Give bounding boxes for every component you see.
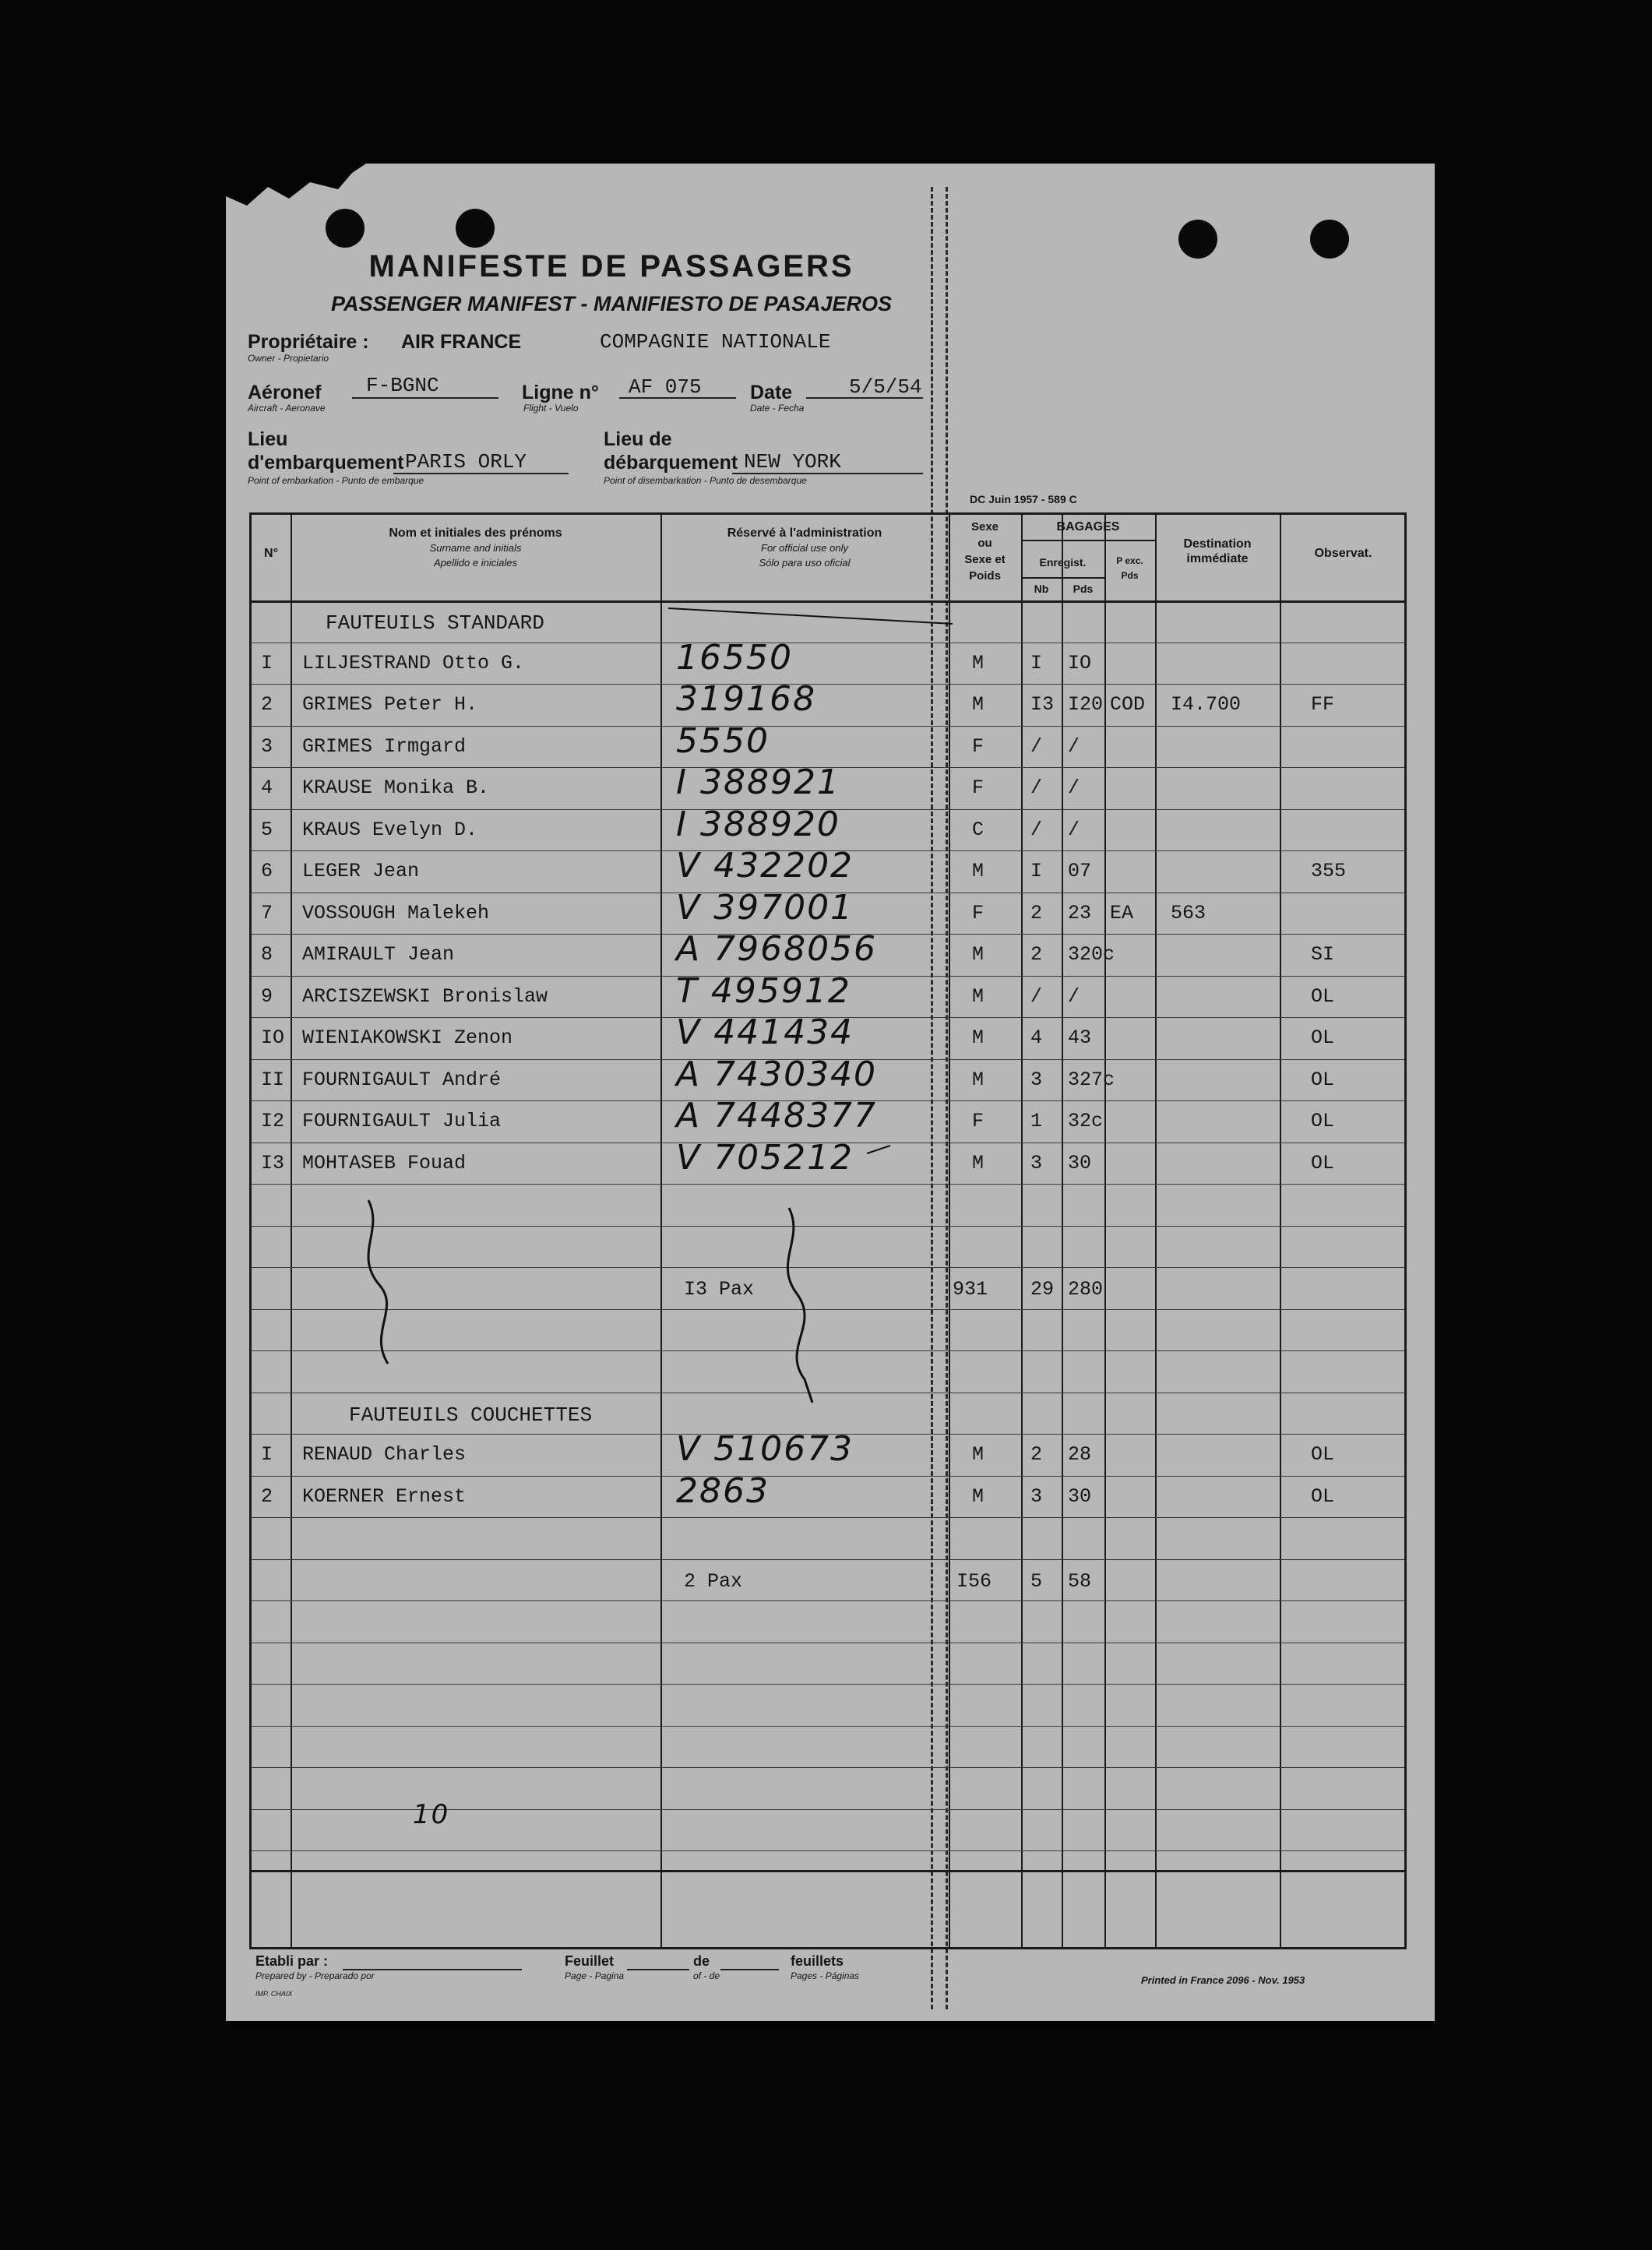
baggage-weight: 43 — [1068, 1026, 1092, 1049]
punch-hole — [1178, 220, 1217, 259]
observation: FF — [1311, 693, 1335, 716]
baggage-count: / — [1030, 818, 1043, 841]
col-bag-excess: P exc. Pds — [1116, 555, 1143, 581]
baggage-count: / — [1030, 776, 1043, 799]
baggage-weight: 30 — [1068, 1484, 1092, 1508]
date-label: Date — [750, 382, 793, 403]
baggage-count: / — [1030, 734, 1043, 758]
passenger-sex: M — [972, 860, 985, 882]
section-heading-couchettes: FAUTEUILS COUCHETTES — [349, 1403, 593, 1427]
passenger-name: VOSSOUGH Malekeh — [302, 901, 490, 924]
baggage-count: I3 — [1030, 693, 1055, 716]
prepared-by-sublabel: Prepared by - Preparado por — [255, 1970, 375, 1981]
observation: OL — [1311, 1110, 1335, 1132]
passenger-name: ARCISZEWSKI Bronislaw — [302, 984, 548, 1008]
col-sex-header: Sexe ou Sexe et Poids — [964, 520, 1006, 583]
baggage-weight: 07 — [1068, 860, 1092, 882]
baggage-weight: I20 — [1068, 693, 1104, 716]
admin-number: V 705212 — [676, 1137, 854, 1178]
disembark-value: NEW YORK — [744, 450, 841, 474]
passenger-sex: M — [972, 1484, 985, 1508]
admin-number: V 432202 — [676, 846, 854, 886]
of-label: de — [693, 1953, 710, 1969]
handwritten-marks — [252, 515, 1404, 1870]
baggage-weight: / — [1068, 776, 1080, 799]
col-baggage-header: BAGAGES — [1056, 520, 1120, 533]
printed-in: Printed in France 2096 - Nov. 1953 — [1141, 1974, 1305, 1986]
baggage-excess: EA — [1110, 901, 1134, 924]
row-number: 3 — [261, 734, 273, 758]
passenger-sex: M — [972, 1443, 985, 1466]
baggage-weight: 327c — [1068, 1068, 1115, 1091]
row-number: 6 — [261, 860, 273, 882]
baggage-count: 3 — [1030, 1484, 1043, 1508]
passenger-table — [249, 512, 1407, 1949]
passenger-sex: M — [972, 1068, 985, 1091]
date-value: 5/5/54 — [849, 375, 922, 399]
admin-number: 2863 — [676, 1470, 770, 1511]
observation: OL — [1311, 1068, 1335, 1091]
admin-number: 319168 — [676, 679, 816, 719]
col-observations-header: Observat. — [1314, 547, 1372, 560]
col-name-header: Nom et initiales des prénoms Surname and initials Apellido e iniciales — [389, 526, 562, 569]
passenger-name: FOURNIGAULT Julia — [302, 1110, 502, 1132]
admin-number: 5550 — [676, 720, 770, 761]
row-number: 7 — [261, 901, 273, 924]
total-pax-couchettes: 2 Pax — [684, 1569, 743, 1593]
passenger-name: GRIMES Peter H. — [302, 693, 478, 716]
form-reference: DC Juin 1957 - 589 C — [970, 493, 1077, 505]
baggage-weight: / — [1068, 984, 1080, 1008]
passenger-name: KRAUSE Monika B. — [302, 776, 490, 799]
total-bag-count-couchettes: 5 — [1030, 1569, 1043, 1593]
baggage-count: 2 — [1030, 1443, 1043, 1466]
baggage-weight: 28 — [1068, 1443, 1092, 1466]
page-sublabel: Page - Pagina — [565, 1970, 625, 1981]
of-sublabel: of - de — [693, 1970, 720, 1981]
page-label: Feuillet — [565, 1953, 615, 1969]
col-no-header: N° — [264, 547, 278, 560]
margin-note: 10 — [413, 1799, 450, 1830]
aircraft-sublabel: Aircraft - Aeronave — [248, 403, 326, 414]
aircraft-value: F-BGNC — [366, 374, 439, 397]
pages-sublabel: Pages - Páginas — [791, 1970, 860, 1981]
col-bag-pds: Pds — [1073, 583, 1094, 595]
admin-number: 16550 — [676, 637, 793, 678]
passenger-sex: C — [972, 818, 985, 841]
flight-value: AF 075 — [629, 375, 702, 399]
passenger-sex: F — [972, 776, 985, 799]
baggage-weight: / — [1068, 734, 1080, 758]
baggage-weight: 320c — [1068, 943, 1115, 966]
baggage-count: I — [1030, 860, 1043, 882]
passenger-name: AMIRAULT Jean — [302, 943, 455, 966]
observation: SI — [1311, 943, 1335, 966]
baggage-count: 1 — [1030, 1110, 1043, 1132]
passenger-sex: M — [972, 1151, 985, 1174]
observation: 355 — [1311, 860, 1347, 882]
admin-number: A 7968056 — [676, 929, 878, 969]
document-subtitle: PASSENGER MANIFEST - MANIFIESTO DE PASAJEROS — [330, 292, 893, 315]
disembark-label-1: Lieu de — [604, 428, 672, 450]
punch-hole — [456, 209, 495, 248]
passenger-name: FOURNIGAULT André — [302, 1068, 502, 1091]
total-bag-weight-couchettes: 58 — [1068, 1569, 1092, 1593]
col-bag-nb: Nb — [1034, 583, 1049, 595]
destination: I4.700 — [1171, 693, 1242, 716]
observation: OL — [1311, 1026, 1335, 1049]
flight-label: Ligne n° — [522, 382, 599, 403]
col-admin-header: Réservé à l'administration For official use only Sólo para uso oficial — [727, 526, 882, 569]
prepared-by-label: Etabli par : — [255, 1953, 329, 1969]
baggage-excess: COD — [1110, 693, 1146, 716]
row-number: II — [261, 1068, 285, 1091]
disembark-sublabel: Point of disembarkation - Punto de desembarque — [604, 475, 807, 486]
baggage-count: 3 — [1030, 1151, 1043, 1174]
embark-label-2: d'embarquement — [248, 452, 404, 474]
aircraft-label: Aéronef — [248, 382, 322, 403]
baggage-count: 3 — [1030, 1068, 1043, 1091]
disembark-label-2: débarquement — [604, 452, 738, 474]
passenger-name: KOERNER Ernest — [302, 1484, 467, 1508]
row-number: 9 — [261, 984, 273, 1008]
baggage-weight: 32c — [1068, 1110, 1104, 1132]
row-number: 8 — [261, 943, 273, 966]
row-number: 5 — [261, 818, 273, 841]
punch-hole — [1310, 220, 1349, 259]
admin-number: T 495912 — [676, 970, 851, 1011]
row-number: I — [261, 651, 273, 674]
row-number: IO — [261, 1026, 285, 1049]
punch-hole — [326, 209, 365, 248]
baggage-count: I — [1030, 651, 1043, 674]
owner-value: AIR FRANCE — [401, 331, 522, 353]
baggage-count: 2 — [1030, 901, 1043, 924]
passenger-sex: F — [972, 901, 985, 924]
manifest-sheet — [226, 164, 1435, 2021]
row-number: 4 — [261, 776, 273, 799]
owner-sublabel: Owner - Propietario — [248, 353, 329, 364]
baggage-weight: 30 — [1068, 1151, 1092, 1174]
owner-label: Propriétaire : — [248, 331, 369, 353]
date-sublabel: Date - Fecha — [750, 403, 805, 414]
total-bag-weight-standard: 280 — [1068, 1278, 1104, 1301]
row-number: I — [261, 1443, 273, 1466]
admin-number: V 510673 — [676, 1429, 854, 1469]
observation: OL — [1311, 1443, 1335, 1466]
passenger-name: LILJESTRAND Otto G. — [302, 651, 525, 674]
total-weight-couchettes: I56 — [956, 1569, 992, 1593]
observation: OL — [1311, 1484, 1335, 1508]
passenger-name: WIENIAKOWSKI Zenon — [302, 1026, 513, 1049]
baggage-count: / — [1030, 984, 1043, 1008]
admin-number: V 397001 — [676, 887, 854, 928]
passenger-name: LEGER Jean — [302, 860, 420, 882]
passenger-sex: M — [972, 693, 985, 716]
destination: 563 — [1171, 901, 1206, 924]
section-heading-standard: FAUTEUILS STANDARD — [326, 611, 544, 635]
owner-extra: COMPAGNIE NATIONALE — [600, 330, 831, 354]
baggage-weight: IO — [1068, 651, 1092, 674]
passenger-name: MOHTASEB Fouad — [302, 1151, 467, 1174]
passenger-sex: M — [972, 1026, 985, 1049]
admin-number: I 388920 — [676, 804, 840, 844]
flight-sublabel: Flight - Vuelo — [523, 403, 579, 414]
torn-corner — [226, 164, 366, 210]
passenger-name: GRIMES Irmgard — [302, 734, 467, 758]
passenger-sex: F — [972, 734, 985, 758]
col-baggage-registered: Enregist. — [1039, 556, 1087, 569]
baggage-weight: / — [1068, 818, 1080, 841]
passenger-sex: M — [972, 984, 985, 1008]
embark-value: PARIS ORLY — [405, 450, 527, 474]
passenger-name: RENAUD Charles — [302, 1443, 467, 1466]
col-destination-header: Destination immédiate — [1183, 537, 1252, 565]
admin-number: V 441434 — [676, 1012, 854, 1052]
baggage-count: 2 — [1030, 943, 1043, 966]
printer-mark: IMP. CHAIX — [255, 1990, 293, 1998]
passenger-sex: F — [972, 1110, 985, 1132]
baggage-count: 4 — [1030, 1026, 1043, 1049]
row-number: 2 — [261, 693, 273, 716]
admin-number: A 7448377 — [676, 1096, 878, 1136]
observation: OL — [1311, 984, 1335, 1008]
passenger-name: KRAUS Evelyn D. — [302, 818, 478, 841]
passenger-sex: M — [972, 651, 985, 674]
admin-number: I 388921 — [676, 762, 840, 802]
total-pax-standard: I3 Pax — [684, 1278, 755, 1301]
observation: OL — [1311, 1151, 1335, 1174]
embark-label-1: Lieu — [248, 428, 288, 450]
total-bag-count-standard: 29 — [1030, 1278, 1055, 1301]
row-number: I2 — [261, 1110, 285, 1132]
document-title: MANIFESTE DE PASSAGERS — [368, 249, 854, 283]
pages-label: feuillets — [791, 1953, 844, 1969]
embark-sublabel: Point of embarkation - Punto de embarque — [248, 475, 424, 486]
admin-number: A 7430340 — [676, 1054, 878, 1094]
row-number: I3 — [261, 1151, 285, 1174]
total-weight-standard: 931 — [953, 1278, 988, 1301]
row-number: 2 — [261, 1484, 273, 1508]
passenger-sex: M — [972, 943, 985, 966]
baggage-weight: 23 — [1068, 901, 1092, 924]
